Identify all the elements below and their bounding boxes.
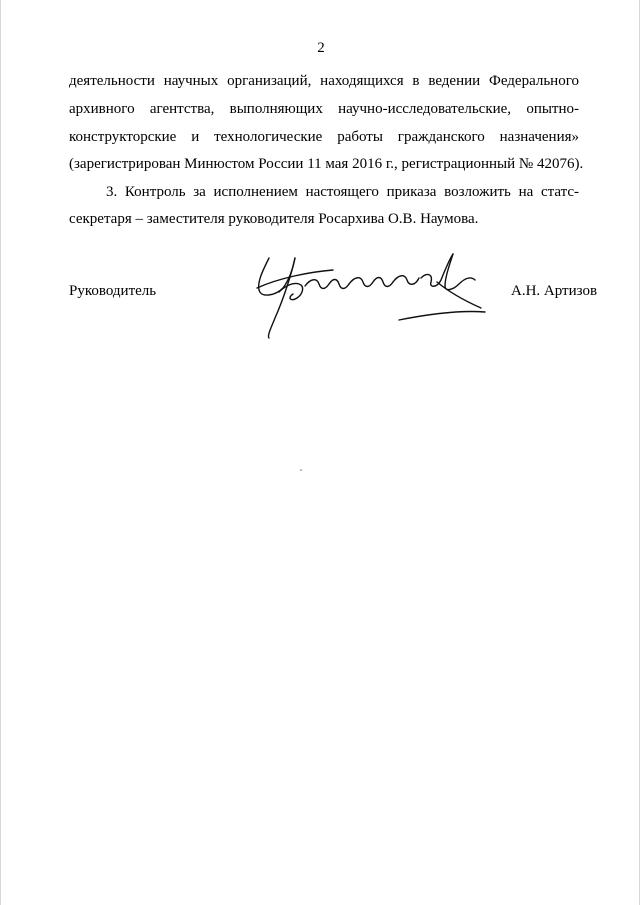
paragraph1-line-1: деятельности научных организаций, находящихся в ведении Федерального [69,73,579,89]
page-number: 2 [317,40,325,56]
signer-role: Руководитель [69,283,157,299]
paragraph1-line-4: (зарегистрирован Минюстом России 11 мая 2016 г., регистрационный № 42076). [69,156,584,172]
scan-speck [300,469,302,471]
paragraph2-line-2: секретаря – заместителя руководителя Росархива О.В. Наумова. [69,211,479,227]
paragraph2-line-1: 3. Контроль за исполнением настоящего приказа возложить на статс- [106,184,579,200]
paragraph1-line-3: конструкторские и технологические работы гражданского назначения» [69,129,579,145]
paragraph1-line-2: архивного агентства, выполняющих научно-исследовательские, опытно- [69,101,579,117]
signer-name: А.Н. Артизов [511,283,598,299]
handwritten-signature [249,248,489,340]
